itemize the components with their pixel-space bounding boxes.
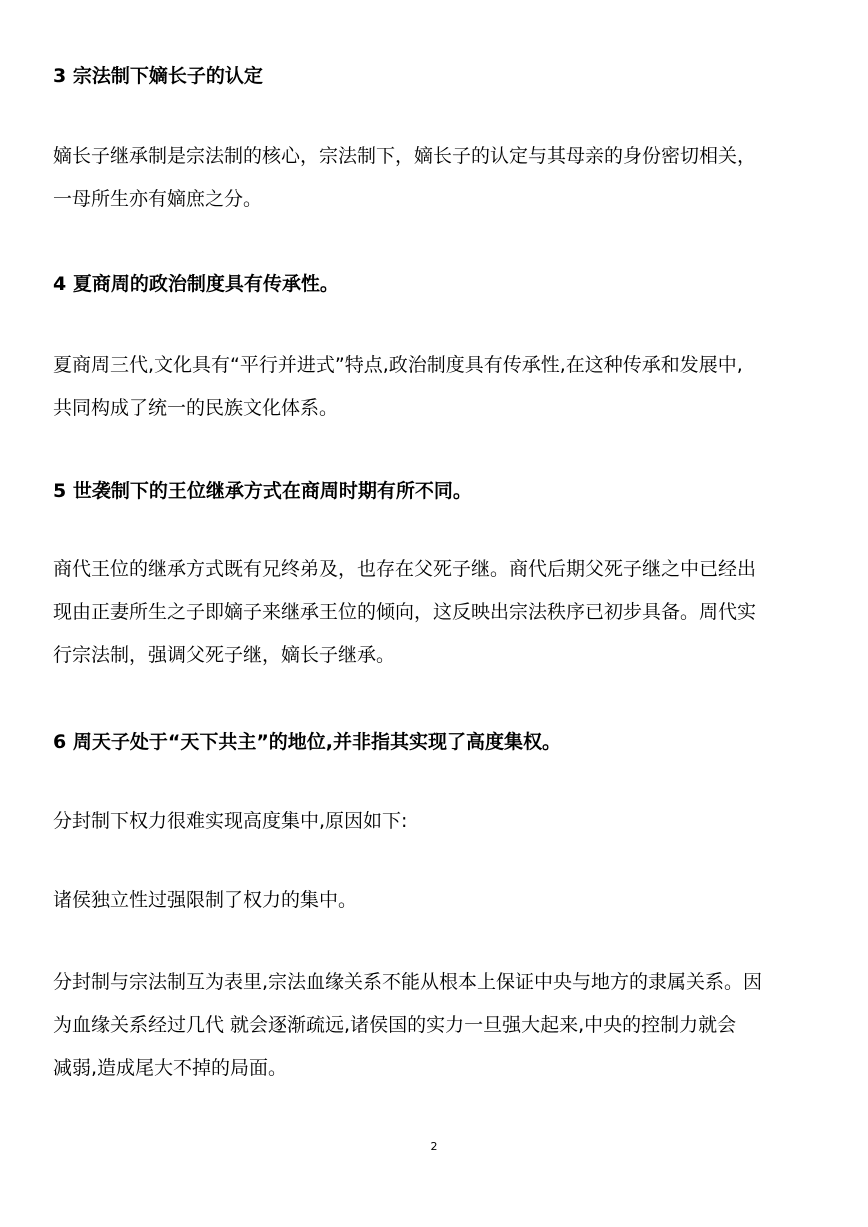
page-number: 2 xyxy=(430,1140,438,1153)
paragraph-line: 现由正妻所生之子即嫡子来继承王位的倾向，这反映出宗法秩序已初步具备。周代实 xyxy=(53,601,757,623)
paragraph-line: 共同构成了统一的民族文化体系。 xyxy=(53,397,339,419)
section-heading-6: 6 周天子处于“天下共主”的地位,并非指其实现了高度集权。 xyxy=(53,731,562,753)
section-6-paragraph-3 xyxy=(53,961,819,1090)
paragraph-line: 分封制与宗法制互为表里,宗法血缘关系不能从根本上保证中央与地方的隶属关系。因 xyxy=(53,971,763,993)
section-3-paragraph xyxy=(53,135,819,221)
section-6-paragraph-1 xyxy=(53,800,819,843)
paragraph-line: 为血缘关系经过几代 就会逐渐疏远,诸侯国的实力一旦强大起来,中央的控制力就会 xyxy=(53,1014,737,1036)
section-heading-3: 3 宗法制下嫡长子的认定 xyxy=(53,65,263,87)
paragraph-line: 嫡长子继承制是宗法制的核心，宗法制下，嫡长子的认定与其母亲的身份密切相关， xyxy=(53,145,757,167)
section-heading-4: 4 夏商周的政治制度具有传承性。 xyxy=(53,273,339,295)
section-4-paragraph xyxy=(53,344,819,430)
paragraph-line: 一母所生亦有嫡庶之分。 xyxy=(53,188,263,210)
paragraph-line: 行宗法制，强调父死子继，嫡长子继承。 xyxy=(53,644,396,666)
paragraph-line: 诸侯独立性过强限制了权力的集中。 xyxy=(53,889,358,911)
section-heading-5: 5 世袭制下的王位继承方式在商周时期有所不同。 xyxy=(53,480,472,502)
section-6-paragraph-2 xyxy=(53,879,819,922)
paragraph-line: 商代王位的继承方式既有兄终弟及，也存在父死子继。商代后期父死子继之中已经出 xyxy=(53,558,757,580)
section-5-paragraph xyxy=(53,548,819,677)
paragraph-line: 分封制下权力很难实现高度集中,原因如下: xyxy=(53,810,408,832)
paragraph-line: 减弱,造成尾大不掉的局面。 xyxy=(53,1057,288,1079)
paragraph-line: 夏商周三代,文化具有“平行并进式”特点,政治制度具有传承性,在这种传承和发展中, xyxy=(53,354,743,376)
